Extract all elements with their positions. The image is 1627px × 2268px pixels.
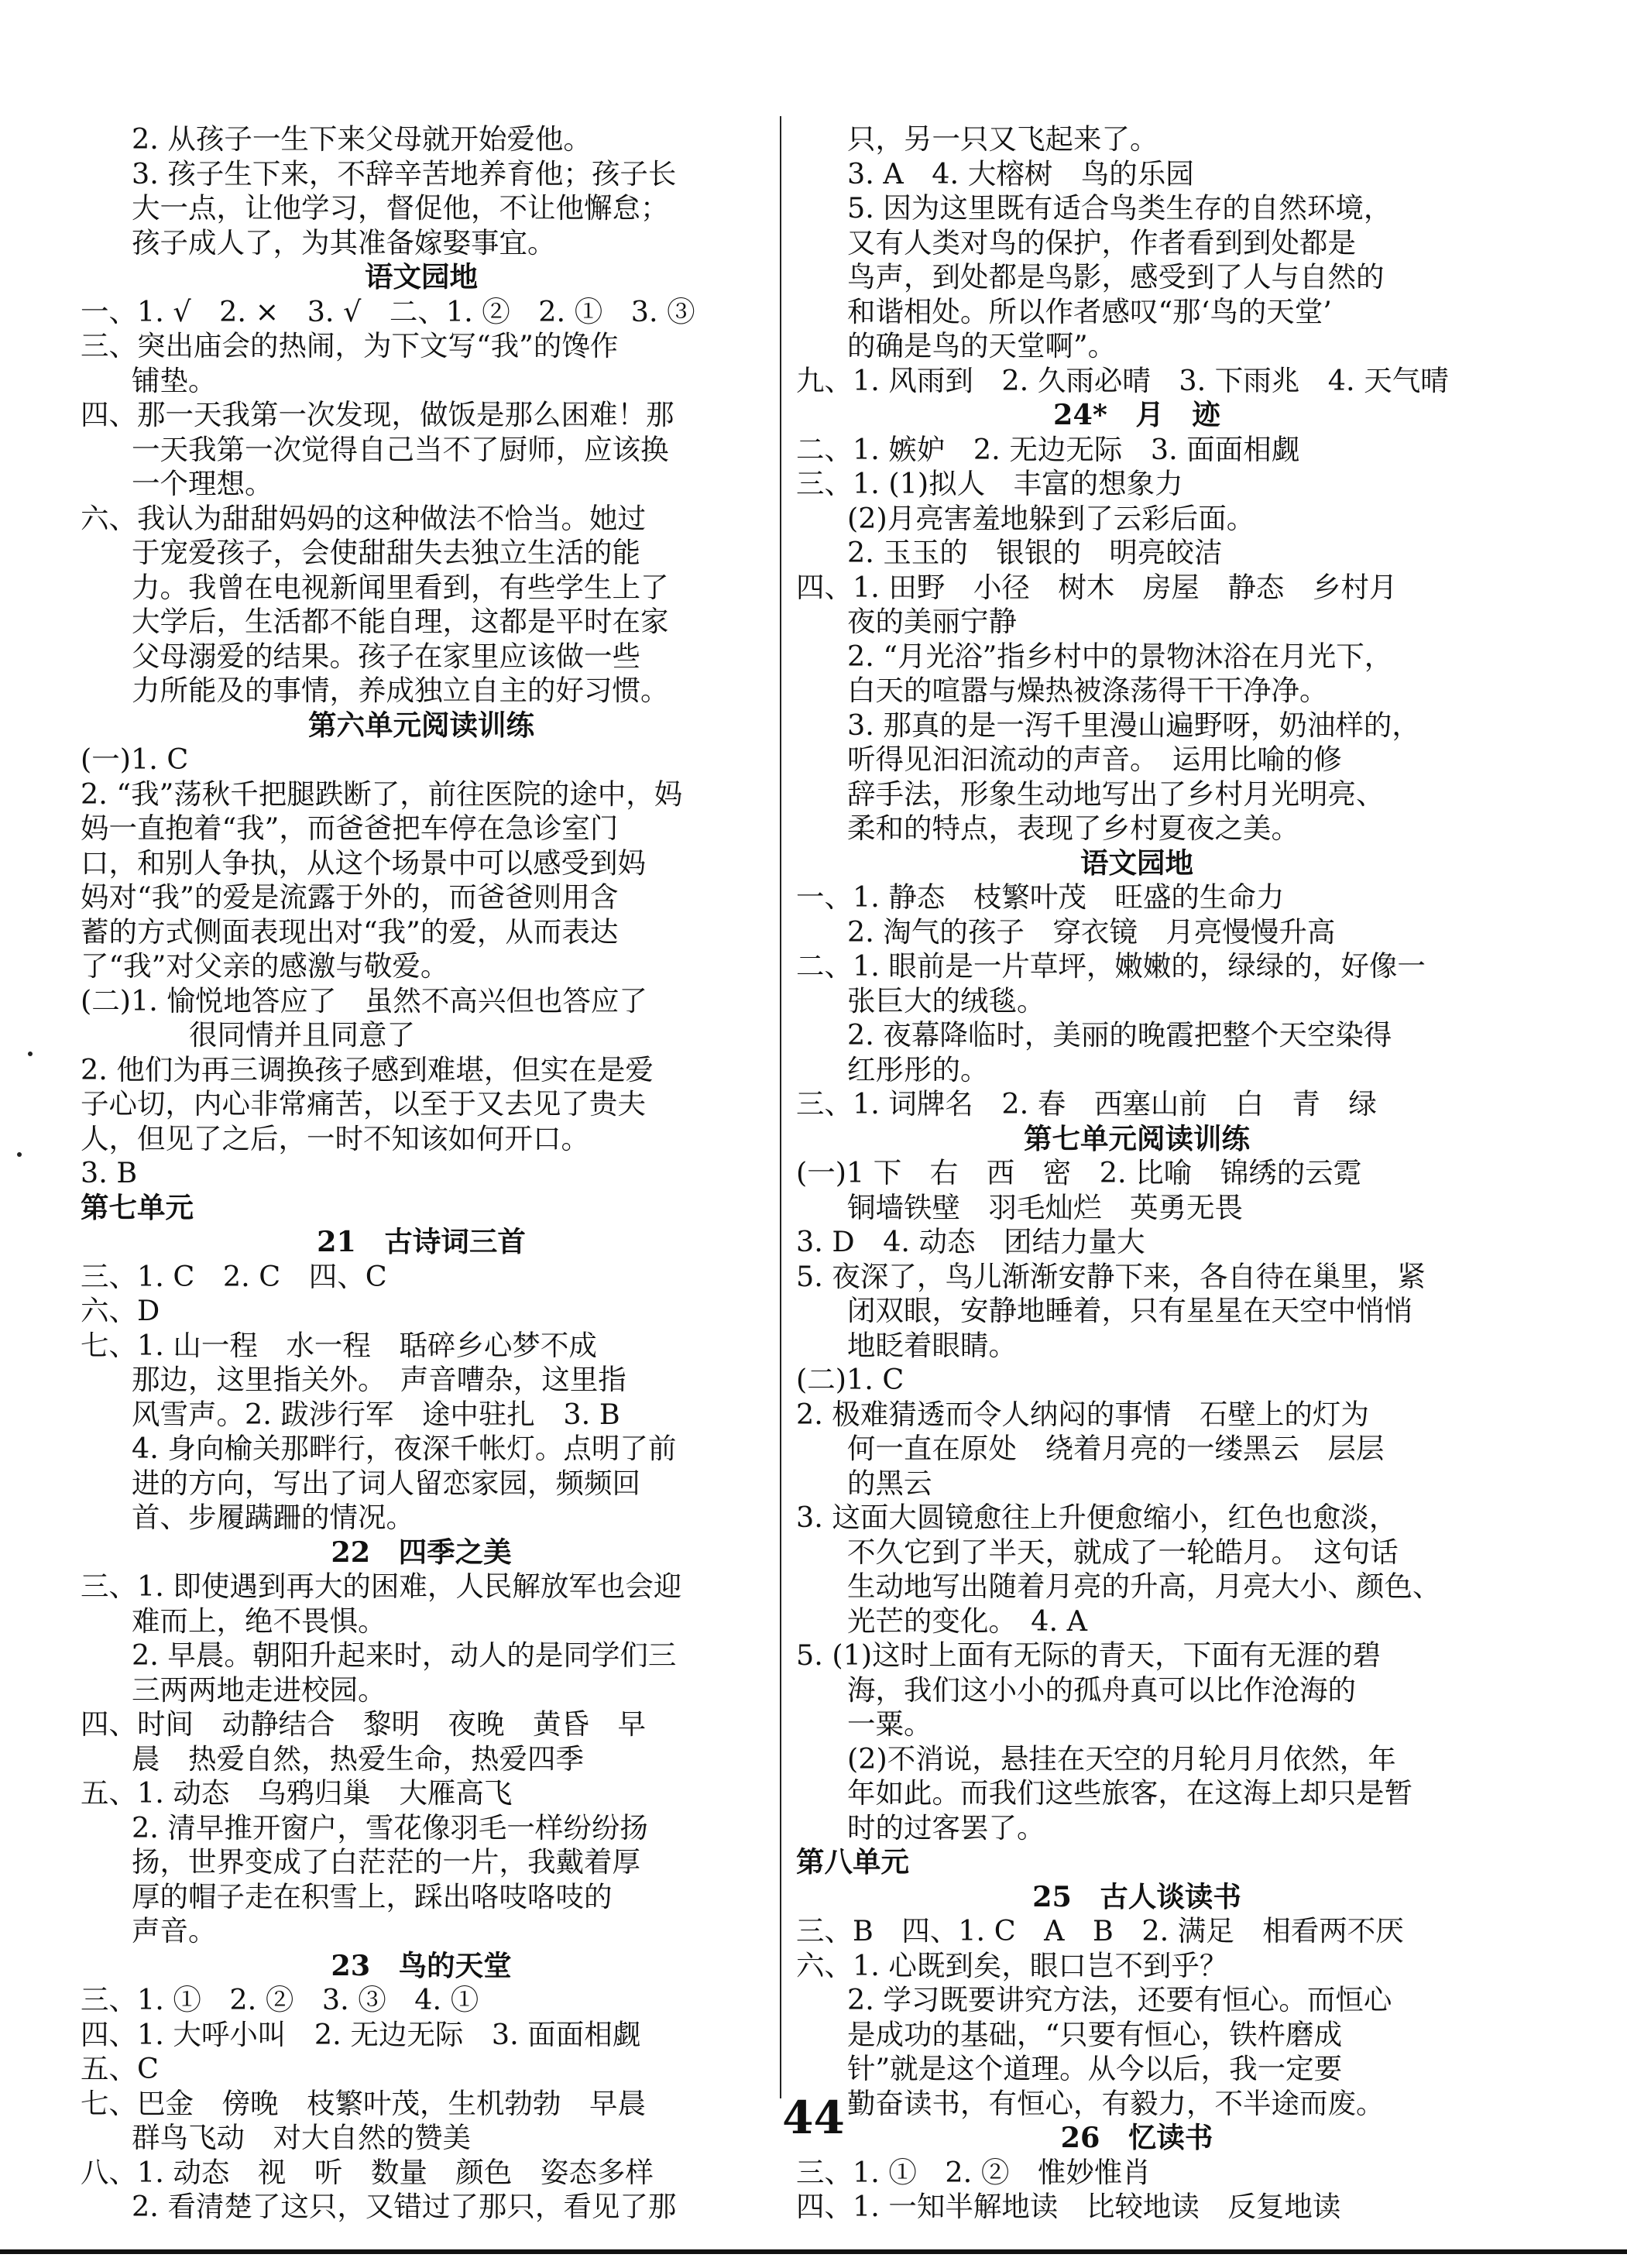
answer-line: 妈对“我”的爱是流露于外的，而爸爸则用含 — [81, 880, 619, 914]
answer-line: 于宠爱孩子，会使甜甜失去独立生活的能 — [132, 536, 640, 569]
answer-line: 柔和的特点，表现了乡村夏夜之美。 — [847, 811, 1299, 845]
answer-line: 又有人类对鸟的保护，作者看到到处都是 — [847, 225, 1356, 259]
answer-line: 风雪声。2. 跋涉行军 途中驻扎 3. B — [132, 1397, 620, 1431]
answer-line: 四、时间 动静结合 黎明 夜晚 黄昏 早 — [81, 1707, 646, 1741]
answer-line: 蓄的方式侧面表现出对“我”的爱，从而表达 — [81, 914, 619, 949]
section-heading: 26 忆读书 — [1060, 2121, 1213, 2154]
answer-line: 六、D — [81, 1294, 160, 1327]
answer-line: 四、1. 一知半解地读 比较地读 反复地读 — [796, 2190, 1341, 2223]
answer-line: 四、1. 大呼小叫 2. 无边无际 3. 面面相觑 — [81, 2017, 641, 2051]
section-heading: 语文园地 — [365, 260, 478, 293]
answer-line: 夜的美丽宁静 — [847, 605, 1017, 638]
answer-line: 3. 这面大圆镜愈往上升便愈缩小，红色也愈淡， — [796, 1501, 1398, 1534]
page-number: 44 — [782, 2091, 845, 2144]
answer-line: 三、B 四、1. C A B 2. 满足 相看两不厌 — [796, 1914, 1404, 1947]
answer-line: (一)1 下 右 西 密 2. 比喻 锦绣的云霓 — [796, 1156, 1362, 1189]
answer-line: 4. 身向榆关那畔行，夜深千帐灯。点明了前 — [132, 1432, 677, 1465]
left-column — [81, 122, 762, 2225]
bottom-rule — [0, 2249, 1627, 2254]
answer-line: 三、1. 即使遇到再大的困难，人民解放军也会迎 — [81, 1570, 682, 1603]
answer-line: 2. “我”荡秋千把腿跌断了，前往医院的途中，妈 — [81, 777, 683, 811]
answer-line: 大学后，生活都不能自理，这都是平时在家 — [132, 605, 669, 638]
answer-line: 生动地写出随着月亮的升高，月亮大小、颜色、 — [847, 1570, 1441, 1603]
answer-line: 声音。 — [132, 1914, 217, 1947]
answer-line: 2. “月光浴”指乡村中的景物沐浴在月光下， — [847, 639, 1393, 673]
answer-line: 白天的喧嚣与燥热被涤荡得干干净净。 — [847, 674, 1328, 707]
answer-line: 听得见汩汩流动的声音。 运用比喻的修 — [847, 743, 1342, 776]
column-divider — [780, 116, 781, 2098]
section-heading: 语文园地 — [1080, 846, 1193, 880]
answer-line: 七、1. 山一程 水一程 聒碎乡心梦不成 — [81, 1328, 597, 1362]
answer-line: 的黑云 — [847, 1466, 932, 1500]
answer-line: 一粟。 — [847, 1707, 932, 1741]
answer-line: 那边，这里指关外。 声音嘈杂，这里指 — [132, 1363, 626, 1396]
unit-heading: 第八单元 — [796, 1845, 909, 1879]
answer-line: 张巨大的绒毯。 — [847, 983, 1045, 1017]
answer-line: 海，我们这小小的孤舟真可以比作沧海的 — [847, 1673, 1356, 1707]
answer-line: 扬，世界变成了白茫茫的一片，我戴着厚 — [132, 1845, 640, 1879]
answer-line: 2. 他们为再三调换孩子感到难堪，但实在是爱 — [81, 1052, 654, 1086]
answer-line: 口，和别人争执，从这个场景中可以感受到妈 — [81, 846, 646, 880]
answer-line: 2. 淘气的孩子 穿衣镜 月亮慢慢升高 — [847, 914, 1336, 949]
answer-line: 2. 极难猜透而令人纳闷的事情 石壁上的灯为 — [796, 1397, 1369, 1431]
answer-line: 年如此。而我们这些旅客，在这海上却只是暂 — [847, 1776, 1412, 1810]
answer-line: 父母溺爱的结果。孩子在家里应该做一些 — [132, 639, 640, 673]
answer-line: 三、1. C 2. C 四、C — [81, 1259, 387, 1293]
section-heading: 第六单元阅读训练 — [308, 708, 534, 742]
answer-line: 三两两地走进校园。 — [132, 1673, 386, 1707]
answer-line: 2. 从孩子一生下来父母就开始爱他。 — [132, 122, 592, 156]
answer-line: 2. 夜幕降临时，美丽的晚霞把整个天空染得 — [847, 1018, 1392, 1052]
answer-line: (二)1. C — [796, 1363, 904, 1396]
answer-line: 3. A 4. 大榕树 鸟的乐园 — [847, 156, 1194, 190]
answer-line: 光芒的变化。 4. A — [847, 1604, 1088, 1638]
answer-line: 难而上，绝不畏惧。 — [132, 1604, 386, 1638]
section-heading: 第七单元阅读训练 — [1024, 1121, 1250, 1155]
answer-line: 三、突出庙会的热闹，为下文写“我”的馋作 — [81, 329, 619, 362]
answer-line: 一个理想。 — [132, 467, 273, 500]
answer-line: 大一点，让他学习，督促他，不让他懈怠； — [132, 191, 669, 225]
answer-line: 四、那一天我第一次发现，做饭是那么困难！那 — [81, 398, 674, 431]
answer-line: 妈一直抱着“我”，而爸爸把车停在急诊室门 — [81, 811, 619, 845]
answer-line: 厚的帽子走在积雪上，踩出咯吱咯吱的 — [132, 1879, 613, 1913]
answer-line: 三、1. ① 2. ② 惟妙惟肖 — [796, 2155, 1151, 2189]
answer-line: 辞手法，形象生动地写出了乡村月光明亮、 — [847, 777, 1385, 811]
answer-line: 群鸟飞动 对大自然的赞美 — [132, 2121, 471, 2154]
answer-line: 3. 那真的是一泻千里漫山遍野呀，奶油样的， — [847, 708, 1420, 742]
answer-line: 五、1. 动态 乌鸦归巢 大雁高飞 — [81, 1776, 513, 1810]
answer-line: 铜墙铁壁 羽毛灿烂 英勇无畏 — [847, 1190, 1243, 1224]
answer-line: 首、步履蹒跚的情况。 — [132, 1501, 414, 1534]
answer-line: 三、1. 词牌名 2. 春 西塞山前 白 青 绿 — [796, 1087, 1377, 1120]
answer-line: 地眨着眼睛。 — [847, 1328, 1017, 1362]
answer-line: 六、我认为甜甜妈妈的这种做法不恰当。她过 — [81, 501, 646, 535]
answer-line: 和谐相处。所以作者感叹“那‘鸟的天堂’ — [847, 294, 1332, 328]
answer-line: 很同情并且同意了 — [189, 1018, 415, 1052]
answer-line: 只，另一只又飞起来了。 — [847, 122, 1158, 156]
answer-line: 是成功的基础，“只要有恒心，铁杵磨成 — [847, 2017, 1343, 2051]
answer-line: 2. 早晨。朝阳升起来时，动人的是同学们三 — [132, 1638, 677, 1672]
margin-dot — [17, 1152, 22, 1157]
answer-line: 三、1. (1)拟人 丰富的想象力 — [796, 467, 1183, 500]
answer-line: 七、巴金 傍晚 枝繁叶茂，生机勃勃 早晨 — [81, 2086, 646, 2120]
answer-line: 二、1. 嫉妒 2. 无边无际 3. 面面相觑 — [796, 432, 1300, 466]
right-column — [796, 122, 1478, 2225]
answer-line: 进的方向，写出了词人留恋家园，频频回 — [132, 1466, 640, 1500]
answer-line: 鸟声，到处都是鸟影，感受到了人与自然的 — [847, 260, 1385, 293]
answer-line: 5. 因为这里既有适合鸟类生存的自然环境， — [847, 191, 1392, 225]
answer-line: (二)1. 愉悦地答应了 虽然不高兴但也答应了 — [81, 983, 647, 1017]
unit-heading: 第七单元 — [81, 1190, 194, 1224]
answer-line: 2. 看清楚了这只，又错过了那只，看见了那 — [132, 2190, 677, 2223]
answer-line: 力。我曾在电视新闻里看到，有些学生上了 — [132, 570, 669, 604]
answer-line: 九、1. 风雨到 2. 久雨必晴 3. 下雨兆 4. 天气晴 — [796, 363, 1449, 397]
answer-line: 红彤彤的。 — [847, 1052, 989, 1086]
answer-line: (2)月亮害羞地躲到了云彩后面。 — [847, 501, 1255, 535]
answer-line: 二、1. 眼前是一片草坪，嫩嫩的，绿绿的，好像一 — [796, 949, 1426, 983]
answer-line: 针”就是这个道理。从今以后，我一定要 — [847, 2052, 1343, 2085]
section-heading: 22 四季之美 — [331, 1535, 512, 1569]
answer-line: 3. B — [81, 1156, 138, 1189]
answer-line: 四、1. 田野 小径 树木 房屋 静态 乡村月 — [796, 570, 1398, 604]
answer-line: 了“我”对父亲的感激与敬爱。 — [81, 949, 449, 983]
answer-line: 勤奋读书，有恒心，有毅力，不半途而废。 — [847, 2086, 1385, 2120]
answer-line: 人，但见了之后，一时不知该如何开口。 — [81, 1121, 589, 1155]
answer-line: 何一直在原处 绕着月亮的一缕黑云 层层 — [847, 1432, 1385, 1465]
answer-line: (2)不消说，悬挂在天空的月轮月月依然，年 — [847, 1741, 1396, 1776]
answer-line: 3. D 4. 动态 团结力量大 — [796, 1225, 1145, 1258]
answer-line: 力所能及的事情，养成独立自主的好习惯。 — [132, 674, 669, 707]
answer-line: 2. 玉玉的 银银的 明亮皎洁 — [847, 536, 1223, 569]
answer-line: 的确是鸟的天堂啊”。 — [847, 329, 1117, 362]
answer-line: 不久它到了半天，就成了一轮皓月。 这句话 — [847, 1535, 1399, 1569]
section-heading: 25 古人谈读书 — [1032, 1879, 1241, 1913]
answer-line: 5. 夜深了，鸟儿渐渐安静下来，各自待在巢里，紧 — [796, 1259, 1426, 1293]
answer-line: 时的过客罢了。 — [847, 1810, 1045, 1844]
section-heading: 23 鸟的天堂 — [331, 1948, 512, 1982]
answer-line: 一、1. 静态 枝繁叶茂 旺盛的生命力 — [796, 880, 1285, 914]
answer-line: 2. 学习既要讲究方法，还要有恒心。而恒心 — [847, 1983, 1392, 2016]
answer-line: 一天我第一次觉得自己当不了厨师，应该换 — [132, 432, 669, 466]
answer-line: 铺垫。 — [132, 363, 217, 397]
answer-line: 2. 清早推开窗户，雪花像羽毛一样纷纷扬 — [132, 1810, 648, 1844]
answer-line: 八、1. 动态 视 听 数量 颜色 姿态多样 — [81, 2155, 654, 2189]
answer-line: 5. (1)这时上面有无际的青天，下面有无涯的碧 — [796, 1638, 1382, 1672]
answer-line: 晨 热爱自然，热爱生命，热爱四季 — [132, 1741, 584, 1776]
section-heading: 21 古诗词三首 — [317, 1225, 526, 1258]
answer-line: 孩子成人了，为其准备嫁娶事宜。 — [132, 225, 556, 259]
answer-line: 六、1. 心既到矣，眼口岂不到乎？ — [796, 1948, 1228, 1982]
margin-dot — [28, 1052, 33, 1056]
answer-line: (一)1. C — [81, 743, 189, 776]
answer-line: 一、1. √ 2. × 3. √ 二、1. ② 2. ① 3. ③ — [81, 294, 695, 328]
answer-line: 3. 孩子生下来，不辞辛苦地养育他；孩子长 — [132, 156, 677, 190]
answer-line: 闭双眼，安静地睡着，只有星星在天空中悄悄 — [847, 1294, 1412, 1327]
answer-line: 五、C — [81, 2052, 159, 2085]
answer-line: 子心切，内心非常痛苦，以至于又去见了贵夫 — [81, 1087, 646, 1120]
section-heading: 24* 月 迹 — [1053, 398, 1220, 431]
answer-line: 三、1. ① 2. ② 3. ③ 4. ① — [81, 1983, 479, 2016]
